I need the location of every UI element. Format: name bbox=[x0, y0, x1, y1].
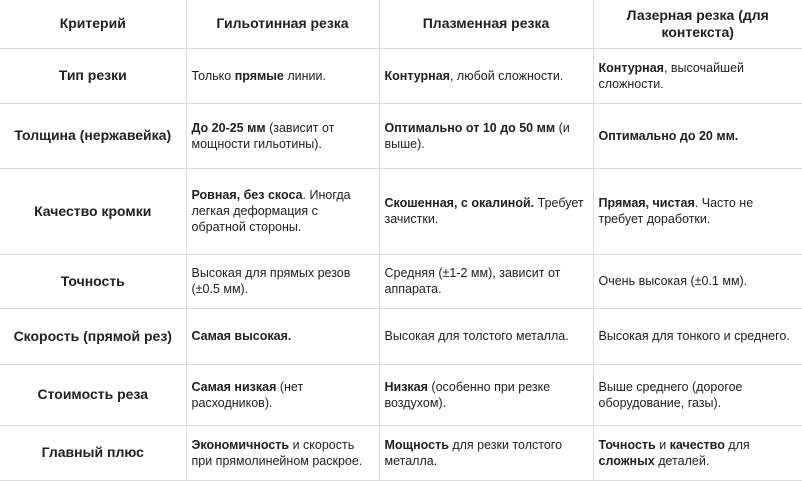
plasma-cell: Низкая (особенно при резке воздухом). bbox=[379, 364, 593, 425]
column-header-laser: Лазерная резка (для контекста) bbox=[593, 0, 802, 48]
column-header-guillotine: Гильотинная резка bbox=[186, 0, 379, 48]
criterion-cell: Точность bbox=[0, 254, 186, 308]
criterion-cell: Тип резки bbox=[0, 48, 186, 103]
guillotine-cell: Экономичность и скорость при прямолинейном раскрое. bbox=[186, 425, 379, 480]
guillotine-cell: Самая низкая (нет расходников). bbox=[186, 364, 379, 425]
laser-cell: Высокая для тонкого и среднего. bbox=[593, 308, 802, 364]
table-row bbox=[0, 254, 802, 308]
criterion-cell: Главный плюс bbox=[0, 425, 186, 480]
table-header-row bbox=[0, 0, 802, 48]
criterion-cell: Скорость (прямой рез) bbox=[0, 308, 186, 364]
laser-cell: Прямая, чистая. Часто не требует доработки. bbox=[593, 168, 802, 254]
plasma-cell: Средняя (±1-2 мм), зависит от аппарата. bbox=[379, 254, 593, 308]
guillotine-cell: Ровная, без скоса. Иногда легкая деформация с обратной стороны. bbox=[186, 168, 379, 254]
guillotine-cell: Высокая для прямых резов (±0.5 мм). bbox=[186, 254, 379, 308]
plasma-cell: Высокая для толстого металла. bbox=[379, 308, 593, 364]
plasma-cell: Оптимально от 10 до 50 мм (и выше). bbox=[379, 103, 593, 168]
guillotine-cell: Самая высокая. bbox=[186, 308, 379, 364]
laser-cell: Выше среднего (дорогое оборудование, газы). bbox=[593, 364, 802, 425]
table-row bbox=[0, 364, 802, 425]
plasma-cell: Скошенная, с окалиной. Требует зачистки. bbox=[379, 168, 593, 254]
guillotine-cell: Только прямые линии. bbox=[186, 48, 379, 103]
table-row bbox=[0, 425, 802, 480]
laser-cell: Контурная, высочайшей сложности. bbox=[593, 48, 802, 103]
table-row bbox=[0, 103, 802, 168]
criterion-cell: Толщина (нержавейка) bbox=[0, 103, 186, 168]
criterion-cell: Качество кромки bbox=[0, 168, 186, 254]
column-header-criterion: Критерий bbox=[0, 0, 186, 48]
guillotine-cell: До 20-25 мм (зависит от мощности гильотины). bbox=[186, 103, 379, 168]
laser-cell: Очень высокая (±0.1 мм). bbox=[593, 254, 802, 308]
plasma-cell: Контурная, любой сложности. bbox=[379, 48, 593, 103]
plasma-cell: Мощность для резки толстого металла. bbox=[379, 425, 593, 480]
criterion-cell: Стоимость реза bbox=[0, 364, 186, 425]
laser-cell: Оптимально до 20 мм. bbox=[593, 103, 802, 168]
table-row bbox=[0, 308, 802, 364]
table-row bbox=[0, 168, 802, 254]
table-row bbox=[0, 48, 802, 103]
column-header-plasma: Плазменная резка bbox=[379, 0, 593, 48]
laser-cell: Точность и качество для сложных деталей. bbox=[593, 425, 802, 480]
